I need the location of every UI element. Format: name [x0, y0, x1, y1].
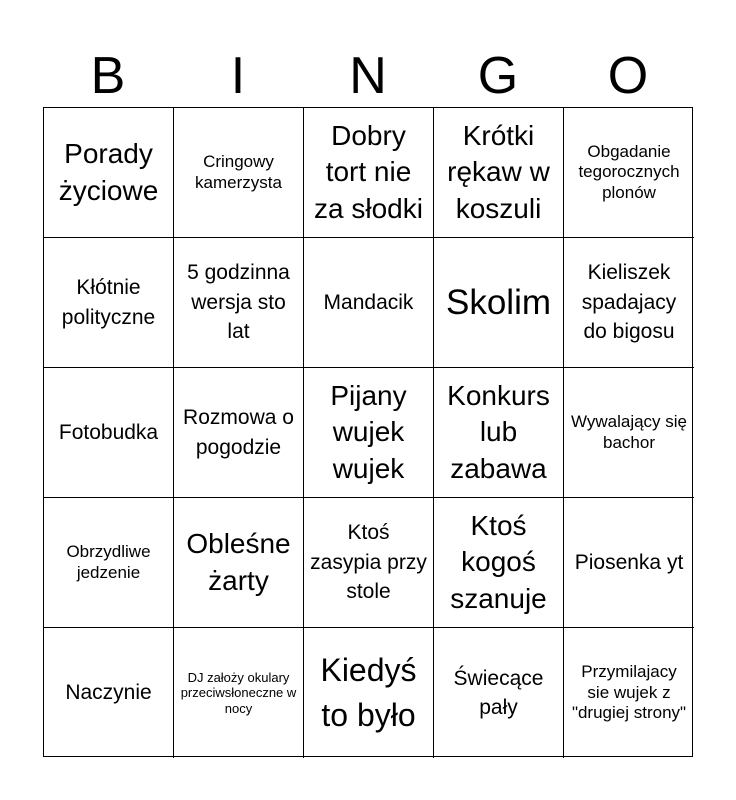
header-letter-o: O — [607, 47, 649, 105]
bingo-cell[interactable]: Obrzydliwe jedzenie — [44, 498, 174, 628]
bingo-cell[interactable]: Konkurs lub zabawa — [434, 368, 564, 498]
bingo-cell[interactable]: Obgadanie tegorocznych plonów — [564, 108, 694, 238]
bingo-cell[interactable]: 5 godzinna wersja sto lat — [174, 238, 304, 368]
bingo-cell[interactable]: Obleśne żarty — [174, 498, 304, 628]
bingo-cell[interactable]: Ktoś kogoś szanuje — [434, 498, 564, 628]
bingo-cell[interactable]: Naczynie — [44, 628, 174, 758]
bingo-cell[interactable]: Dobry tort nie za słodki — [304, 108, 434, 238]
header-letter-b: B — [90, 47, 126, 105]
bingo-header — [43, 44, 693, 108]
bingo-cell[interactable]: Porady życiowe — [44, 108, 174, 238]
bingo-cell[interactable]: Kiedyś to było — [304, 628, 434, 758]
bingo-cell[interactable]: Rozmowa o pogodzie — [174, 368, 304, 498]
bingo-cell[interactable]: DJ założy okulary przeciwsłoneczne w nocy — [174, 628, 304, 758]
bingo-cell[interactable]: Cringowy kamerzysta — [174, 108, 304, 238]
bingo-cell[interactable]: Krótki rękaw w koszuli — [434, 108, 564, 238]
bingo-cell[interactable]: Wywalający się bachor — [564, 368, 694, 498]
bingo-cell[interactable]: Piosenka yt — [564, 498, 694, 628]
bingo-cell[interactable]: Świecące pały — [434, 628, 564, 758]
bingo-cell[interactable]: Ktoś zasypia przy stole — [304, 498, 434, 628]
bingo-cell[interactable]: Pijany wujek wujek — [304, 368, 434, 498]
bingo-board — [43, 107, 693, 757]
bingo-cell[interactable]: Skolim — [434, 238, 564, 368]
header-letter-i: I — [230, 47, 246, 105]
bingo-cell[interactable]: Przymilajacy sie wujek z "drugiej strony" — [571, 662, 687, 723]
header-letter-n: N — [349, 47, 387, 105]
bingo-cell[interactable]: Mandacik — [304, 238, 434, 368]
bingo-cell[interactable]: Kłótnie polityczne — [44, 238, 174, 368]
bingo-cell[interactable]: Fotobudka — [44, 368, 174, 498]
bingo-cell[interactable]: Kieliszek spadajacy do bigosu — [564, 238, 694, 368]
header-letter-g: G — [477, 47, 519, 105]
